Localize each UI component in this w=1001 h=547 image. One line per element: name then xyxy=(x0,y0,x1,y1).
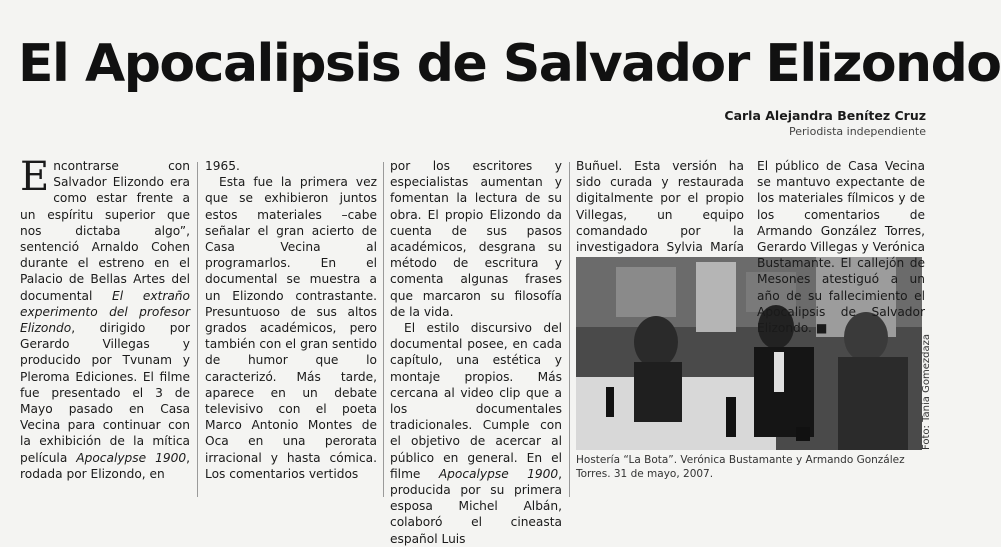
film-title-2: Apocalypse 1900 xyxy=(76,450,187,465)
byline xyxy=(724,107,926,139)
paragraph-3 xyxy=(390,320,562,547)
author-role: Periodista independiente xyxy=(789,125,926,138)
photo-credit-text: Foto: Tania Gomezdaza xyxy=(921,334,932,450)
p3-text-b: , producida por su primera esposa Michel Albán, colaboró el cineasta español Luis xyxy=(390,466,562,546)
photo-caption: Hostería “La Bota”. Verónica Bustamante y Armando González Torres. 31 de mayo, 2007. xyxy=(576,454,905,480)
text-continued: El público de Casa Vecina se mantuvo expectante de los materiales fílmicos y de los comentarios de Armando González Torres, Gerardo Villegas y Verónica Bustamante. El callejón de Mesones atestiguó a un año de su fallecimiento el Apocalipsis de Salvador Elizondo. ■ xyxy=(757,159,925,336)
paragraph-continued xyxy=(205,158,377,174)
column-divider xyxy=(569,162,570,497)
column-4 xyxy=(576,158,744,253)
paragraph-1 xyxy=(20,154,190,482)
column-5 xyxy=(757,158,925,336)
paragraph-continued: por los escritores y especialistas aumentan y fomentan la lectura de su obra. El propio Elizondo da cuenta de sus pasos académicos, desgrana su método de escritura y comenta algunas frases que marcaron su filosofía de la vida. xyxy=(390,159,562,319)
article-headline: El Apocalipsis de Salvador Elizondo xyxy=(18,34,1001,94)
p1-text-b: , dirigido por Gerardo Villegas y producido por Tvunam y Pleroma Ediciones. El filme fue presentado el 3 de Mayo pasado en Casa Vecina para continuar con la exhibición de la mítica película xyxy=(20,321,190,465)
column-3 xyxy=(390,158,562,547)
author-name: Carla Alejandra Benítez Cruz xyxy=(724,108,926,123)
p3-text-a: El estilo discursivo del documental posee, en cada capítulo, una estética y montaje propios. Más cercana al video clip que a los documentales tradicionales. Cumple con el objetivo de acercar al público en general. En el filme xyxy=(390,321,562,481)
paragraph-2: Esta fue la primera vez que se exhibieron juntos estos materiales –cabe señalar el gran acierto de Casa Vecina al programarlos. En el documental se muestra a un Elizondo contrastante. Presuntuoso de sus altos grados académicos, pero también con el gran sentido de humor que lo caracterizó. Más tarde, aparece en un debate televisivo con el poeta Marco Antonio Montes de Oca en una perorata irracional y hasta cómica. Los comentarios vertidos xyxy=(205,175,377,481)
film-title-3: Apocalypse 1900 xyxy=(438,466,559,481)
column-divider xyxy=(383,162,384,497)
column-divider xyxy=(197,162,198,497)
p1-text-c: , rodada por Elizondo, en xyxy=(20,450,190,481)
paragraph-continued xyxy=(757,158,925,336)
column-1 xyxy=(20,154,190,482)
drop-cap: E xyxy=(20,154,50,200)
text-continued: 1965. xyxy=(205,159,240,173)
column-2 xyxy=(205,158,377,482)
p1-text-a: ncontrarse con Salvador Elizondo era como estar frente a un espíritu superior que nos dictaba algo”, sentenció Arnaldo Cohen durante el estreno en el Palacio de Bellas Artes del documental xyxy=(20,159,190,303)
film-title-1: El extraño experimento del profesor Elizondo xyxy=(20,288,190,336)
paragraph-continued: Buñuel. Esta versión ha sido curada y restaurada digitalmente por el propio Villegas, un equipo comandado por la investigadora Sylvia María xyxy=(576,159,744,255)
